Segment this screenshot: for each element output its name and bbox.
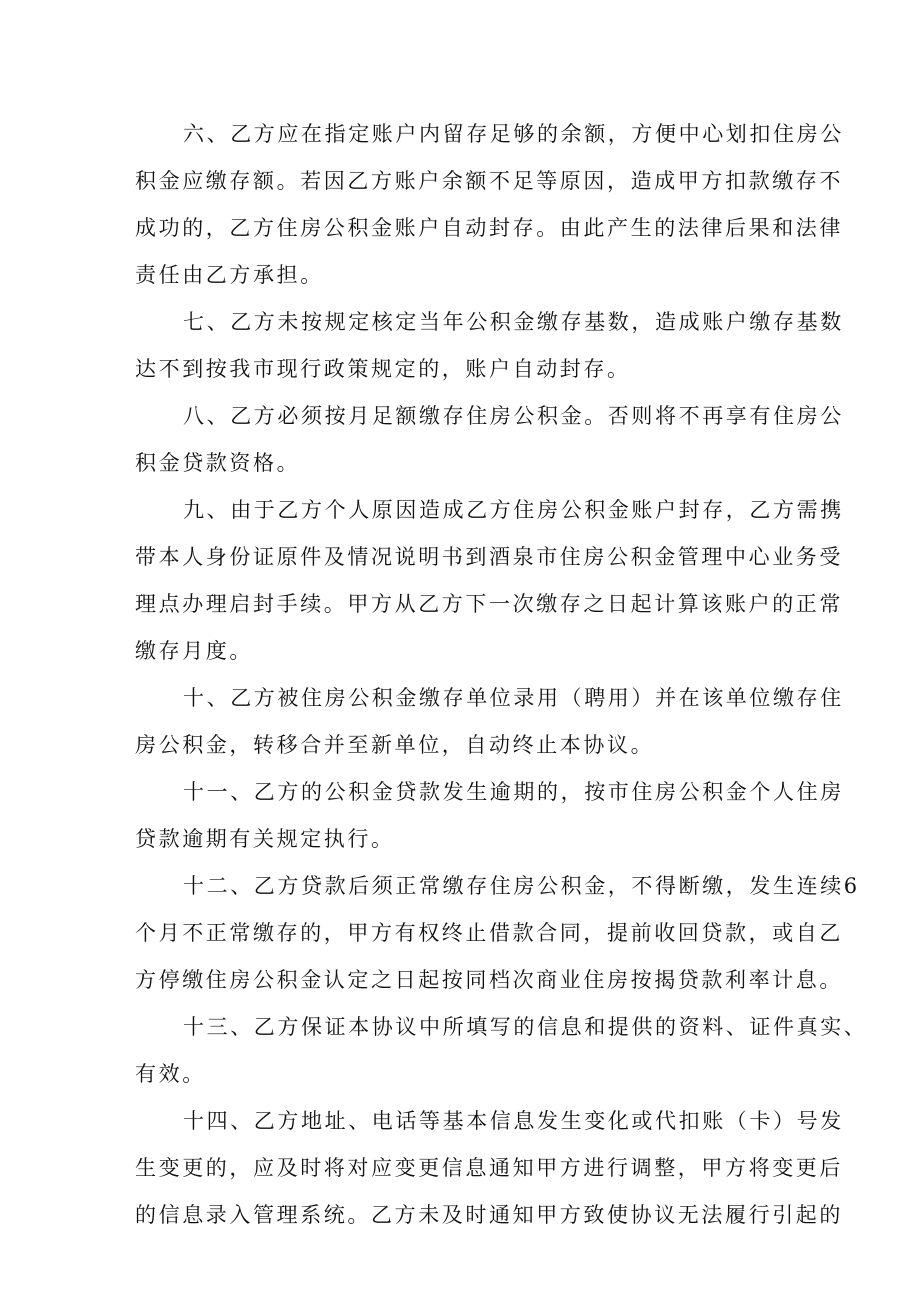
clause-12-line-1: 十二、乙方贷款后须正常缴存住房公积金，不得断缴，发生连续6 bbox=[183, 874, 860, 898]
clause-6-line-4: 责任由乙方承担。 bbox=[135, 263, 324, 287]
clause-6-line-3: 成功的，乙方住房公积金账户自动封存。由此产生的法律后果和法律 bbox=[135, 216, 843, 240]
clause-9-line-2: 带本人身份证原件及情况说明书到酒泉市住房公积金管理中心业务受 bbox=[135, 545, 843, 569]
clause-14-line-2: 生变更的，应及时将对应变更信息通知甲方进行调整，甲方将变更后 bbox=[135, 1156, 843, 1180]
clause-10-line-2: 房公积金，转移合并至新单位，自动终止本协议。 bbox=[135, 733, 655, 757]
clause-14-line-3: 的信息录入管理系统。乙方未及时通知甲方致使协议无法履行引起的 bbox=[135, 1203, 843, 1227]
clause-8-line-2: 积金贷款资格。 bbox=[135, 451, 301, 475]
clause-9-line-1: 九、由于乙方个人原因造成乙方住房公积金账户封存，乙方需携 bbox=[183, 498, 844, 522]
clause-9-line-4: 缴存月度。 bbox=[135, 639, 253, 663]
clause-10-line-1: 十、乙方被住房公积金缴存单位录用（聘用）并在该单位缴存住 bbox=[183, 686, 844, 710]
clause-14-line-1: 十四、乙方地址、电话等基本信息发生变化或代扣账（卡）号发 bbox=[183, 1109, 844, 1133]
clause-12-line-2: 个月不正常缴存的，甲方有权终止借款合同，提前收回贷款，或自乙 bbox=[135, 921, 843, 945]
clause-11-line-1: 十一、乙方的公积金贷款发生逾期的，按市住房公积金个人住房 bbox=[183, 780, 844, 804]
clause-9-line-3: 理点办理启封手续。甲方从乙方下一次缴存之日起计算该账户的正常 bbox=[135, 592, 843, 616]
clause-7-line-2: 达不到按我市现行政策规定的，账户自动封存。 bbox=[135, 357, 631, 381]
clause-6-line-2: 积金应缴存额。若因乙方账户余额不足等原因，造成甲方扣款缴存不 bbox=[135, 169, 843, 193]
clause-8-line-1: 八、乙方必须按月足额缴存住房公积金。否则将不再享有住房公 bbox=[183, 404, 844, 428]
clause-11-line-2: 贷款逾期有关规定执行。 bbox=[135, 827, 395, 851]
document-body bbox=[135, 111, 868, 1239]
clause-12-line-3: 方停缴住房公积金认定之日起按同档次商业住房按揭贷款利率计息。 bbox=[135, 968, 843, 992]
clause-6-line-1: 六、乙方应在指定账户内留存足够的余额，方便中心划扣住房公 bbox=[183, 122, 844, 146]
clause-13-line-2: 有效。 bbox=[135, 1062, 206, 1086]
clause-13-line-1: 十三、乙方保证本协议中所填写的信息和提供的资料、证件真实、 bbox=[183, 1015, 868, 1039]
clause-7-line-1: 七、乙方未按规定核定当年公积金缴存基数，造成账户缴存基数 bbox=[183, 310, 844, 334]
